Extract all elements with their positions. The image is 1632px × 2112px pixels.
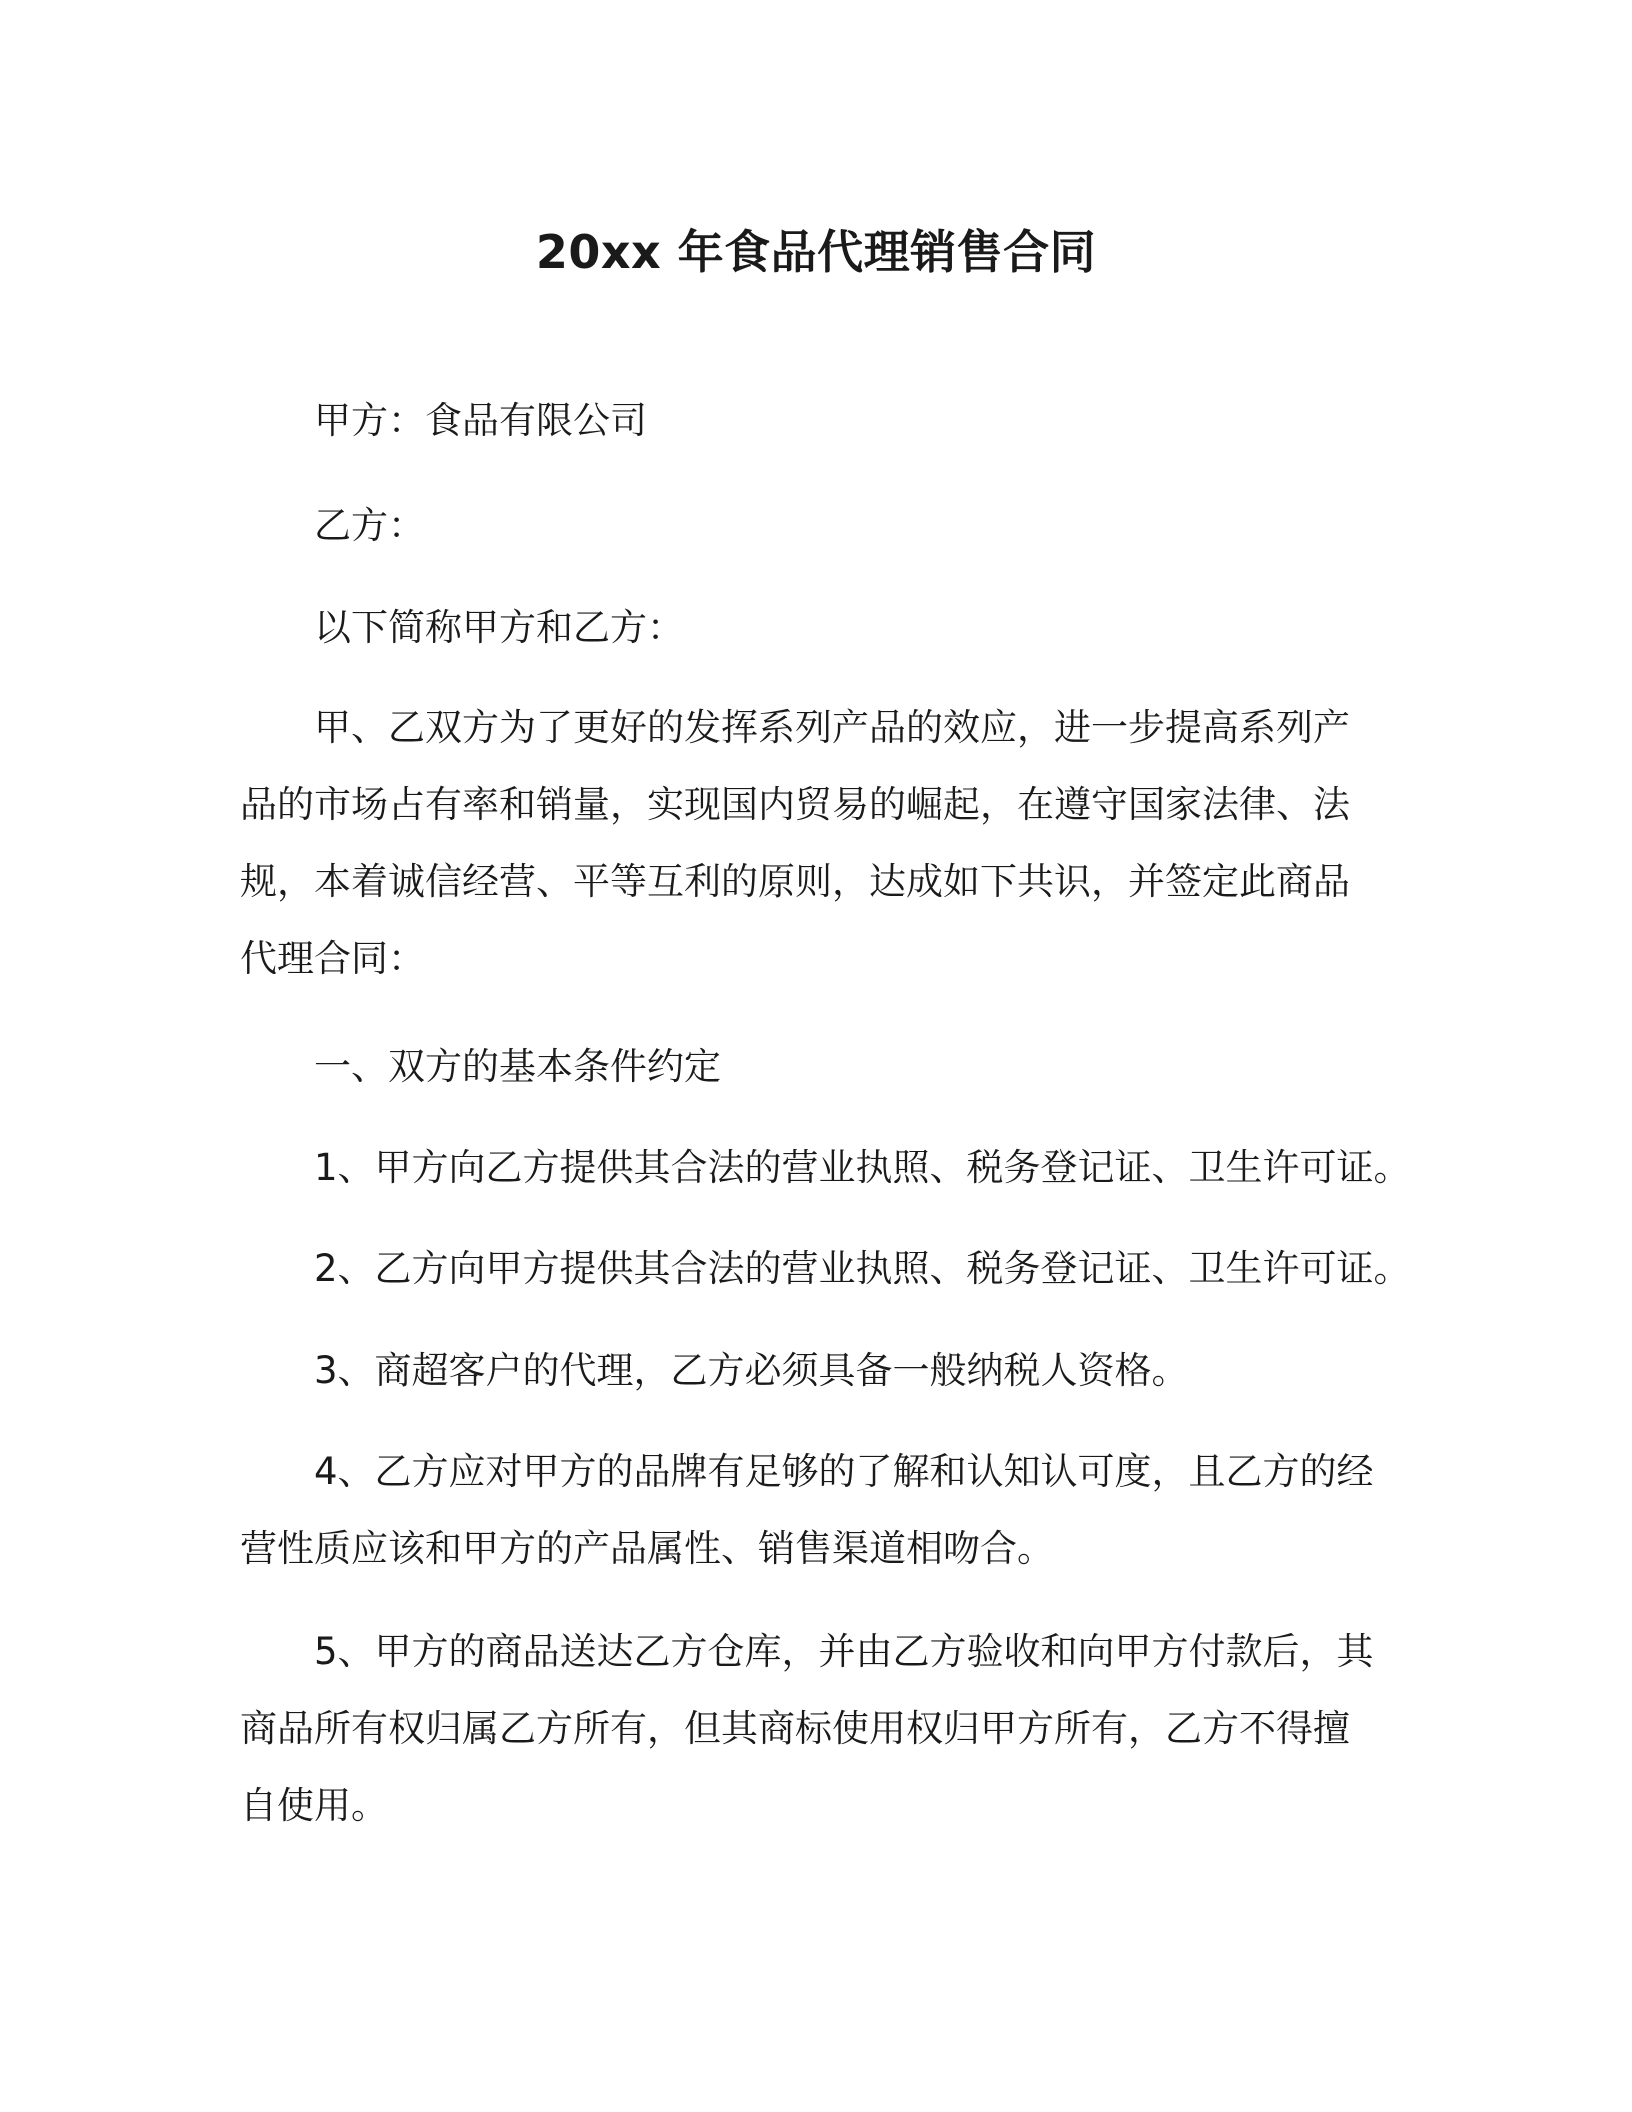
clause-5-line: 5、甲方的商品送达乙方仓库，并由乙方验收和向甲方付款后，其 [314,1630,1374,1673]
clause-5 [240,1613,1410,1844]
clause-4-line: 营性质应该和甲方的产品属性、销售渠道相吻合。 [240,1527,1054,1570]
document-title: 20xx 年食品代理销售合同 [535,225,1097,279]
preamble-line: 代理合同： [240,937,425,980]
clause-2: 2、乙方向甲方提供其合法的营业执照、税务登记证、卫生许可证。 [314,1247,1411,1290]
clause-4 [240,1433,1410,1587]
preamble-paragraph [240,689,1410,997]
clause-1: 1、甲方向乙方提供其合法的营业执照、税务登记证、卫生许可证。 [314,1146,1411,1189]
party-b-line: 乙方： [314,504,425,547]
preamble-line: 规，本着诚信经营、平等互利的原则，达成如下共识，并签定此商品 [240,860,1350,903]
clause-3: 3、商超客户的代理，乙方必须具备一般纳税人资格。 [314,1349,1189,1392]
clause-5-line: 自使用。 [240,1784,388,1827]
section-1-heading: 一、双方的基本条件约定 [314,1045,721,1088]
clause-4-line: 4、乙方应对甲方的品牌有足够的了解和认知认可度，且乙方的经 [314,1450,1374,1493]
abbreviation-line: 以下简称甲方和乙方： [314,606,684,649]
preamble-line: 品的市场占有率和销量，实现国内贸易的崛起，在遵守国家法律、法 [240,783,1350,826]
party-a-line: 甲方：食品有限公司 [314,399,647,442]
preamble-line: 甲、乙双方为了更好的发挥系列产品的效应，进一步提高系列产 [314,706,1350,749]
clause-5-line: 商品所有权归属乙方所有，但其商标使用权归甲方所有，乙方不得擅 [240,1707,1350,1750]
